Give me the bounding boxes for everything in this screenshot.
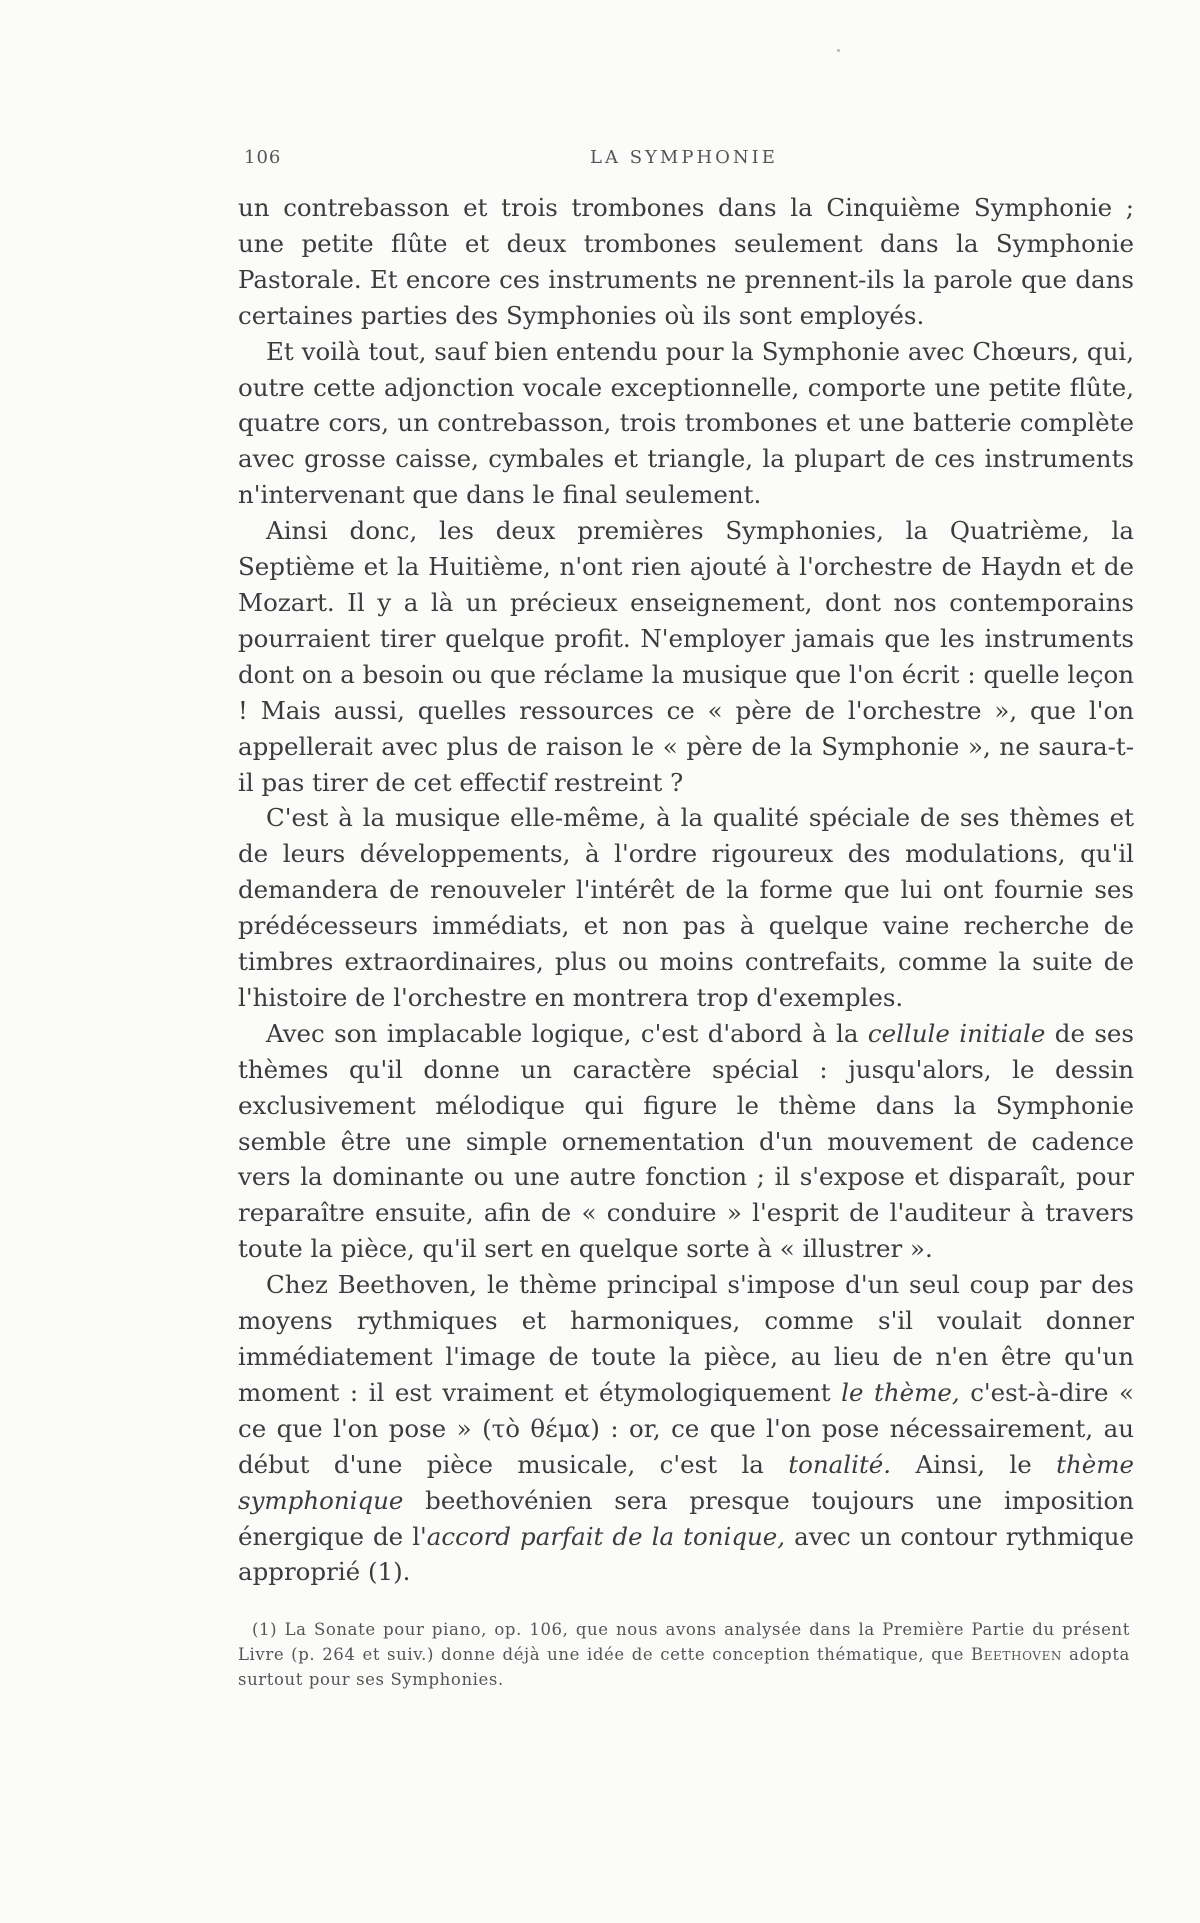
paragraph-4 (238, 800, 1134, 1015)
paragraph-3-text: Ainsi donc, les deux premières Symphonies, la Quatrième, la Septième et la Huitième, n'ont rien ajouté à l'orchestre de Haydn et de Mozart. Il y a là un précieux enseignement, dont nos contemporains pourraient tirer quelque profit. N'employer jamais que les instruments dont on a besoin ou que réclame la musique que l'on écrit : quelle leçon ! Mais aussi, quelles ressources ce « père de l'orchestre », que l'on appellerait avec plus de raison le « père de la Symphonie », ne saura-t-il pas tirer de cet effectif restreint ? (238, 516, 1134, 797)
paragraph-5 (238, 1016, 1134, 1267)
page-number: 106 (244, 147, 282, 168)
paragraph-6-emphasis-tonalite: tonalité. (788, 1449, 892, 1479)
footnote (238, 1617, 1130, 1692)
paragraph-6-text-mid3: beethovénien sera presque toujours une imposition énergique de l' (238, 1485, 1134, 1551)
body-text (238, 190, 1134, 1590)
paragraph-6-text-mid1: c'est-à-dire « ce que l'on pose » (τὸ θέμα) : or, ce que l'on pose nécessairement, au début d'une pièce musicale, c'est la (238, 1377, 1135, 1479)
paragraph-1-text: un contrebasson et trois trombones dans la Cinquième Symphonie ; une petite flûte et deux trombones seulement dans la Symphonie Pastorale. Et encore ces instruments ne prennent-ils la parole que dans certaines parties des Symphonies où ils sont employés. (238, 193, 1134, 330)
paragraph-4-text: C'est à la musique elle-même, à la qualité spéciale de ses thèmes et de leurs développements, à l'ordre rigoureux des modulations, qu'il demandera de renouveler l'intérêt de la forme que lui ont fournie ses prédécesseurs immédiats, et non pas à quelque vaine recherche de timbres extraordinaires, plus ou moins contrefaits, comme la suite de l'histoire de l'orchestre en montrera trop d'exemples. (238, 803, 1134, 1012)
paragraph-6-text-mid2: Ainsi, le (891, 1449, 1057, 1479)
page-header (238, 143, 1130, 167)
paragraph-6-text-after: avec un contour rythmique approprié (1). (238, 1521, 1134, 1587)
paragraph-6-emphasis-theme-symphonique: thème symphonique (238, 1449, 1134, 1515)
paragraph-6-emphasis-theme: le thème, (841, 1377, 960, 1407)
footnote-text-after: adopta surtout pour ses Symphonies. (238, 1645, 1130, 1689)
paper-speck (837, 49, 840, 52)
paragraph-2-text: Et voilà tout, sauf bien entendu pour la Symphonie avec Chœurs, qui, outre cette adjonction vocale exceptionnelle, comporte une petite flûte, quatre cors, un contrebasson, trois trombones et une batterie complète avec grosse caisse, cymbales et triangle, la plupart de ces instruments n'intervenant que dans le final seulement. (238, 336, 1134, 510)
footnote-text-before: (1) La Sonate pour piano, op. 106, que nous avons analysée dans la Première Partie du présent Livre (p. 264 et suiv.) donne déjà une idée de cette conception thématique, que (238, 1620, 1130, 1664)
paragraph-3 (238, 513, 1134, 800)
paragraph-6-emphasis-accord: accord parfait de la tonique, (426, 1521, 786, 1551)
paragraph-1 (238, 190, 1134, 334)
paragraph-2 (238, 334, 1134, 514)
paragraph-5-emphasis-cellule: cellule initiale (867, 1018, 1046, 1048)
running-title: LA SYMPHONIE (590, 147, 778, 168)
paragraph-5-text-before: Avec son implacable logique, c'est d'abord à la (266, 1018, 868, 1048)
paragraph-5-text-after: de ses thèmes qu'il donne un caractère spécial : jusqu'alors, le dessin exclusivement mélodique qui figure le thème dans la Symphonie semble être une simple ornementation d'un mouvement de cadence vers la dominante ou une autre fonction ; il s'expose et disparaît, pour reparaître ensuite, afin de « conduire » l'esprit de l'auditeur à travers toute la pièce, qu'il sert en quelque sorte à « illustrer ». (238, 1018, 1134, 1264)
paragraph-6-text-before: Chez Beethoven, le thème principal s'impose d'un seul coup par des moyens rythmiques et harmoniques, comme s'il voulait donner immédiatement l'image de toute la pièce, au lieu de n'en être qu'un moment : il est vraiment et étymologiquement (238, 1270, 1134, 1407)
footnote-paragraph (238, 1617, 1130, 1692)
paragraph-6 (238, 1267, 1134, 1590)
footnote-name: Beethoven (970, 1645, 1063, 1664)
